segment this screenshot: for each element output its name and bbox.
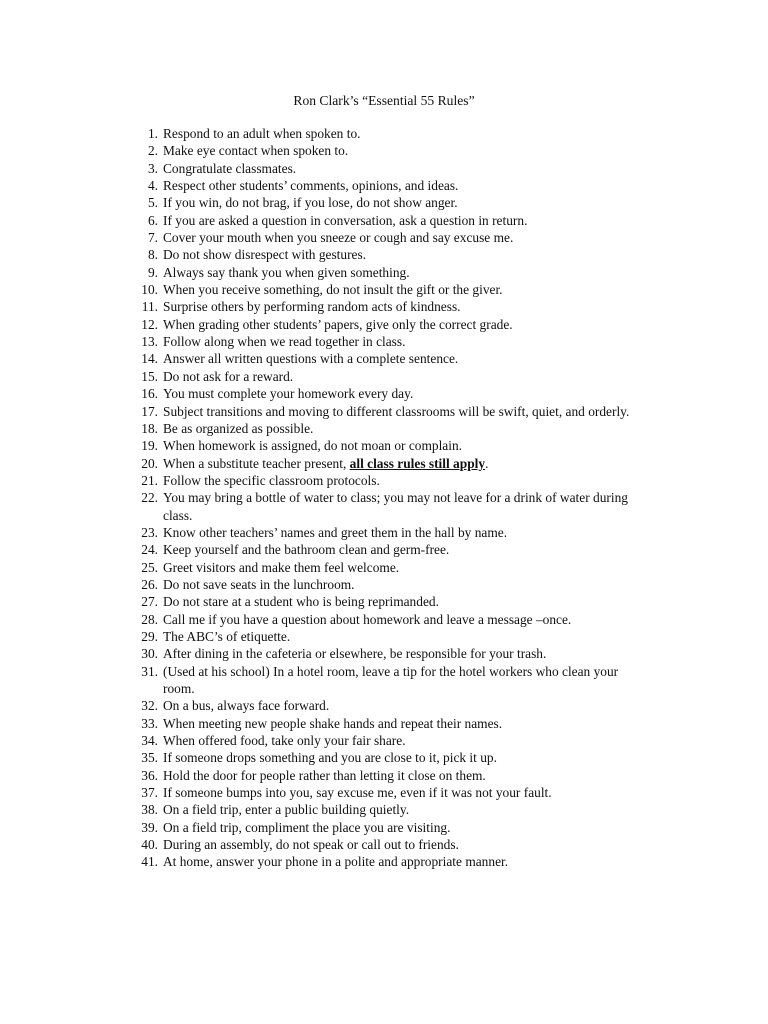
rule-number: 19. (141, 438, 158, 454)
rule-text-main: The ABC’s of etiquette. (163, 628, 291, 644)
rule-item (120, 264, 650, 281)
rule-number: 28. (141, 611, 158, 627)
rule-number: 38. (141, 802, 158, 818)
rule-number: 36. (141, 767, 158, 783)
rule-item (120, 559, 650, 576)
rule-text-main: When offered food, take only your fair share. (163, 733, 406, 749)
rule-item (120, 437, 650, 454)
document-title: Ron Clark’s “Essential 55 Rules” (293, 93, 475, 108)
rule-number: 11. (141, 299, 158, 315)
rule-text-main: Greet visitors and make them feel welcome. (163, 559, 400, 575)
rule-text (163, 125, 650, 142)
rule-item (120, 194, 650, 211)
rule-text-main: If you are asked a question in conversation, ask a question in return. (163, 212, 528, 228)
rule-number: 15. (141, 368, 158, 384)
rule-text-emphasis: all class rules still apply (349, 455, 486, 471)
rule-number: 24. (141, 542, 158, 558)
rule-number: 12. (141, 316, 158, 332)
rule-item (120, 229, 650, 246)
rule-item (120, 281, 650, 298)
rule-number: 18. (141, 420, 158, 436)
rule-text (163, 350, 650, 367)
rule-text (163, 489, 650, 524)
rule-number: 23. (141, 524, 158, 540)
rule-number: 1. (147, 126, 158, 141)
rule-item (120, 385, 650, 402)
rule-item (120, 663, 650, 698)
rule-item (120, 524, 650, 541)
rule-item (120, 767, 650, 784)
rule-text-main: Keep yourself and the bathroom clean and germ-free. (163, 542, 450, 558)
rule-item (120, 350, 650, 367)
rule-text (163, 455, 650, 472)
rule-text (163, 368, 650, 385)
rule-item (120, 645, 650, 662)
rule-text (163, 836, 650, 853)
rule-text-main: Do not ask for a reward. (163, 368, 294, 384)
rule-text (163, 576, 650, 593)
rule-number: 26. (141, 576, 158, 592)
rule-item (120, 212, 650, 229)
rule-text (163, 541, 650, 558)
rule-item (120, 697, 650, 714)
rule-text-main: If someone bumps into you, say excuse me, even if it was not your fault. (163, 785, 552, 801)
rule-text-main: Follow the specific classroom protocols. (163, 472, 380, 488)
rule-text-main: Subject transitions and moving to different classrooms will be swift, quiet, and orderly. (163, 403, 630, 419)
rule-text (163, 784, 650, 801)
rule-text-main: Do not save seats in the lunchroom. (163, 576, 355, 592)
rule-number: 10. (141, 282, 158, 298)
rule-text (163, 767, 650, 784)
rule-text (163, 333, 650, 350)
rule-text-end: . (485, 455, 489, 471)
rule-number: 31. (141, 663, 158, 679)
rule-number: 13. (141, 334, 158, 350)
rule-text (163, 801, 650, 818)
rule-text-main: Respect other students’ comments, opinions, and ideas. (163, 178, 459, 194)
rule-text (163, 194, 650, 211)
rule-item (120, 611, 650, 628)
rule-item (120, 489, 650, 524)
rule-text (163, 246, 650, 263)
rule-number: 35. (141, 750, 158, 766)
rule-text-main: (Used at his school) In a hotel room, leave a tip for the hotel workers who clean your room. (163, 663, 619, 696)
rule-item (120, 784, 650, 801)
rules-list (120, 125, 650, 871)
rule-item (120, 142, 650, 159)
rule-text-main: When a substitute teacher present, (163, 455, 350, 471)
rule-text (163, 385, 650, 402)
rule-item (120, 576, 650, 593)
rule-text-main: Always say thank you when given something. (163, 264, 410, 280)
rule-number: 25. (141, 559, 158, 575)
rule-text (163, 611, 650, 628)
rule-number: 29. (141, 628, 158, 644)
rule-text-main: Do not show disrespect with gestures. (163, 247, 367, 263)
rule-text-main: On a field trip, enter a public building quietly. (163, 802, 410, 818)
rule-text-main: Surprise others by performing random acts of kindness. (163, 299, 461, 315)
rule-text (163, 281, 650, 298)
rule-number: 2. (147, 143, 158, 159)
rule-item (120, 472, 650, 489)
rule-text (163, 177, 650, 194)
rule-item (120, 715, 650, 732)
rule-text-main: When you receive something, do not insult the gift or the giver. (163, 282, 503, 298)
rule-number: 27. (141, 594, 158, 610)
rule-text (163, 403, 650, 420)
rule-item (120, 541, 650, 558)
rule-text-main: Do not stare at a student who is being reprimanded. (163, 594, 439, 610)
rule-text (163, 472, 650, 489)
rule-text-main: You must complete your homework every day. (163, 386, 414, 402)
rule-item (120, 298, 650, 315)
rule-text (163, 697, 650, 714)
rule-text-main: If you win, do not brag, if you lose, do not show anger. (163, 195, 458, 211)
rule-text (163, 524, 650, 541)
rule-text-main: Answer all written questions with a complete sentence. (163, 351, 459, 367)
rule-text (163, 559, 650, 576)
rule-text (163, 593, 650, 610)
rule-text (163, 663, 650, 698)
rule-number: 22. (141, 490, 158, 506)
rule-number: 37. (141, 785, 158, 801)
rule-text-main: When homework is assigned, do not moan or complain. (163, 438, 463, 454)
rule-number: 33. (141, 715, 158, 731)
rule-text (163, 212, 650, 229)
rule-number: 6. (147, 212, 158, 228)
rule-item (120, 403, 650, 420)
rule-item (120, 749, 650, 766)
rule-text-main: If someone drops something and you are close to it, pick it up. (163, 750, 497, 766)
rule-item (120, 732, 650, 749)
rule-text-main: Congratulate classmates. (163, 160, 297, 176)
rule-number: 14. (141, 351, 158, 367)
rule-text (163, 749, 650, 766)
rule-text (163, 437, 650, 454)
rule-number: 30. (141, 646, 158, 662)
rule-item (120, 853, 650, 870)
rule-item (120, 420, 650, 437)
rule-item (120, 333, 650, 350)
rule-number: 16. (141, 386, 158, 402)
rule-text-main: Respond to an adult when spoken to. (163, 126, 361, 141)
rule-item (120, 819, 650, 836)
rule-number: 21. (141, 472, 158, 488)
rule-text-main: Be as organized as possible. (163, 420, 314, 436)
rule-number: 7. (147, 230, 158, 246)
rule-text-main: Cover your mouth when you sneeze or cough and say excuse me. (163, 230, 514, 246)
rule-text (163, 229, 650, 246)
rule-number: 8. (147, 247, 158, 263)
rule-text-main: Hold the door for people rather than letting it close on them. (163, 767, 486, 783)
rule-text-main: Follow along when we read together in class. (163, 334, 406, 350)
rule-number: 40. (141, 837, 158, 853)
rule-item (120, 160, 650, 177)
rule-text (163, 420, 650, 437)
rule-text (163, 142, 650, 159)
rule-number: 39. (141, 819, 158, 835)
rule-item (120, 455, 650, 472)
rule-text (163, 160, 650, 177)
rule-text (163, 645, 650, 662)
rule-item (120, 801, 650, 818)
rule-text (163, 715, 650, 732)
rule-text-main: During an assembly, do not speak or call out to friends. (163, 837, 459, 853)
rule-item (120, 246, 650, 263)
rule-number: 4. (147, 178, 158, 194)
rule-item (120, 177, 650, 194)
rule-text-main: At home, answer your phone in a polite and appropriate manner. (163, 854, 509, 870)
rule-text-main: Know other teachers’ names and greet them in the hall by name. (163, 524, 508, 540)
rule-text-main: After dining in the cafeteria or elsewhere, be responsible for your trash. (163, 646, 547, 662)
rule-item (120, 628, 650, 645)
rule-item (120, 368, 650, 385)
rule-text-main: You may bring a bottle of water to class; you may not leave for a drink of water during class. (163, 490, 628, 523)
rule-text (163, 853, 650, 870)
rule-item (120, 836, 650, 853)
rule-number: 34. (141, 733, 158, 749)
rule-text-main: Call me if you have a question about homework and leave a message –once. (163, 611, 572, 627)
rule-number: 32. (141, 698, 158, 714)
rule-text-main: When grading other students’ papers, give only the correct grade. (163, 316, 513, 332)
rule-text (163, 316, 650, 333)
rule-item (120, 316, 650, 333)
rule-item (120, 593, 650, 610)
rule-text (163, 264, 650, 281)
rule-number: 5. (147, 195, 158, 211)
rule-item (120, 125, 650, 142)
rule-text-main: Make eye contact when spoken to. (163, 143, 349, 159)
rule-number: 3. (147, 160, 158, 176)
rule-number: 9. (147, 264, 158, 280)
rule-text (163, 628, 650, 645)
rule-number: 41. (141, 854, 158, 870)
rule-number: 17. (141, 403, 158, 419)
rule-text (163, 732, 650, 749)
rule-number: 20. (141, 455, 158, 471)
rule-text-main: On a field trip, compliment the place you are visiting. (163, 819, 451, 835)
rule-text-main: On a bus, always face forward. (163, 698, 330, 714)
rule-text (163, 819, 650, 836)
rule-text-main: When meeting new people shake hands and repeat their names. (163, 715, 503, 731)
rule-text (163, 298, 650, 315)
